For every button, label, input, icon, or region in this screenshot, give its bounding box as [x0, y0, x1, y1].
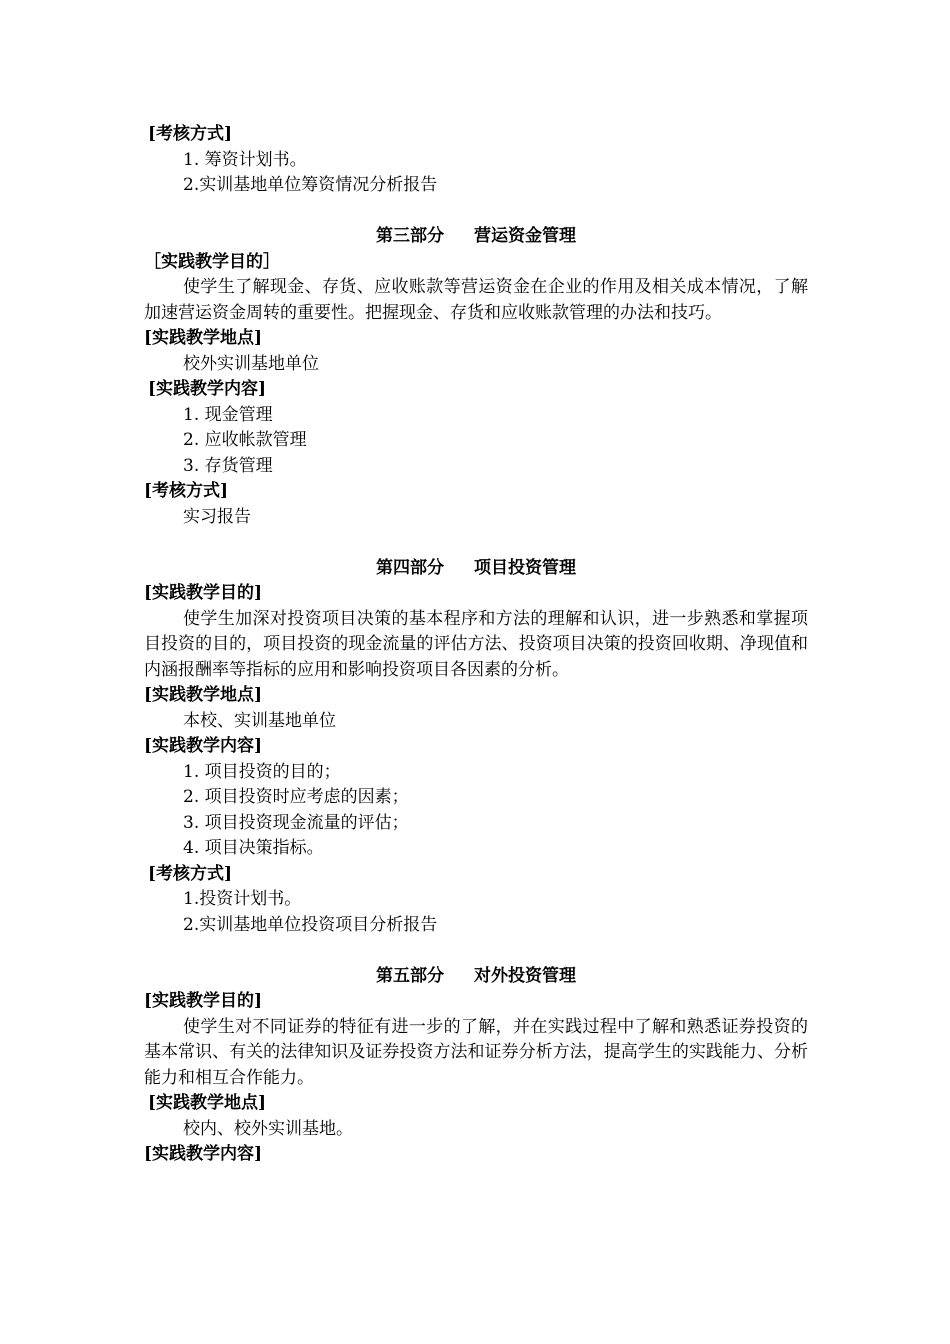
- content-item: 2. 应收帐款管理: [183, 430, 307, 450]
- content-item: 3. 存货管理: [183, 455, 273, 476]
- assess-item: 2.实训基地单位投资项目分析报告: [183, 914, 438, 935]
- section-title: [144, 964, 808, 990]
- goal-heading: [实践教学目的]: [144, 991, 263, 1011]
- place-text: 校内、校外实训基地。: [183, 1118, 353, 1139]
- place-heading: [实践教学地点]: [144, 328, 263, 348]
- goal-heading: [实践教学目的]: [144, 583, 263, 603]
- document-page: [144, 122, 808, 1168]
- assess-heading: [考核方式]: [144, 481, 229, 501]
- place-text: 本校、实训基地单位: [183, 710, 336, 731]
- assess-item: 1. 筹资计划书。: [183, 149, 307, 170]
- goal-paragraph: 使学生加深对投资项目决策的基本程序和方法的理解和认识，进一步熟悉和掌握项目投资的目的，项目投资的现金流量的评估方法、投资项目决策的投资回收期、净现值和内涵报酬率等指标的应用和影响投资项目各因素的分析。: [144, 608, 808, 680]
- section-number: 第三部分: [376, 226, 444, 246]
- place-text: 校外实训基地单位: [183, 353, 319, 374]
- content-heading: [实践教学内容]: [144, 736, 263, 756]
- assess-item: 1.投资计划书。: [183, 889, 302, 909]
- content-item: 1. 现金管理: [183, 404, 273, 425]
- goal-paragraph: 使学生对不同证券的特征有进一步的了解，并在实践过程中了解和熟悉证券投资的基本常识、有关的法律知识及证券投资方法和证券分析方法，提高学生的实践能力、分析能力和相互合作能力。: [144, 1016, 808, 1088]
- section-number: 第四部分: [376, 557, 444, 578]
- section-name: 营运资金管理: [474, 226, 576, 246]
- content-item: 2. 项目投资时应考虑的因素；: [183, 787, 409, 807]
- place-heading: [实践教学地点]: [148, 1093, 267, 1113]
- content-item: 3. 项目投资现金流量的评估；: [183, 812, 409, 833]
- section-title: [144, 224, 808, 250]
- section-number: 第五部分: [376, 965, 444, 986]
- assess-heading: [考核方式]: [148, 863, 233, 884]
- assess-heading: [考核方式]: [148, 124, 233, 144]
- goal-paragraph: 使学生了解现金、存货、应收账款等营运资金在企业的作用及相关成本情况，了解加速营运资金周转的重要性。把握现金、存货和应收账款管理的办法和技巧。: [144, 277, 808, 323]
- place-heading: [实践教学地点]: [144, 685, 263, 705]
- goal-heading: ［实践教学目的］: [144, 251, 280, 272]
- section-name: 对外投资管理: [474, 965, 576, 986]
- assess-item: 2.实训基地单位筹资情况分析报告: [183, 175, 438, 195]
- content-item: 1. 项目投资的目的；: [183, 761, 341, 782]
- content-heading: [实践教学内容]: [144, 1144, 263, 1164]
- content-item: 4. 项目决策指标。: [183, 838, 324, 858]
- content-heading: [实践教学内容]: [148, 379, 267, 399]
- section-name: 项目投资管理: [474, 557, 576, 578]
- assess-text: 实习报告: [183, 506, 251, 527]
- section-title: [144, 556, 808, 582]
